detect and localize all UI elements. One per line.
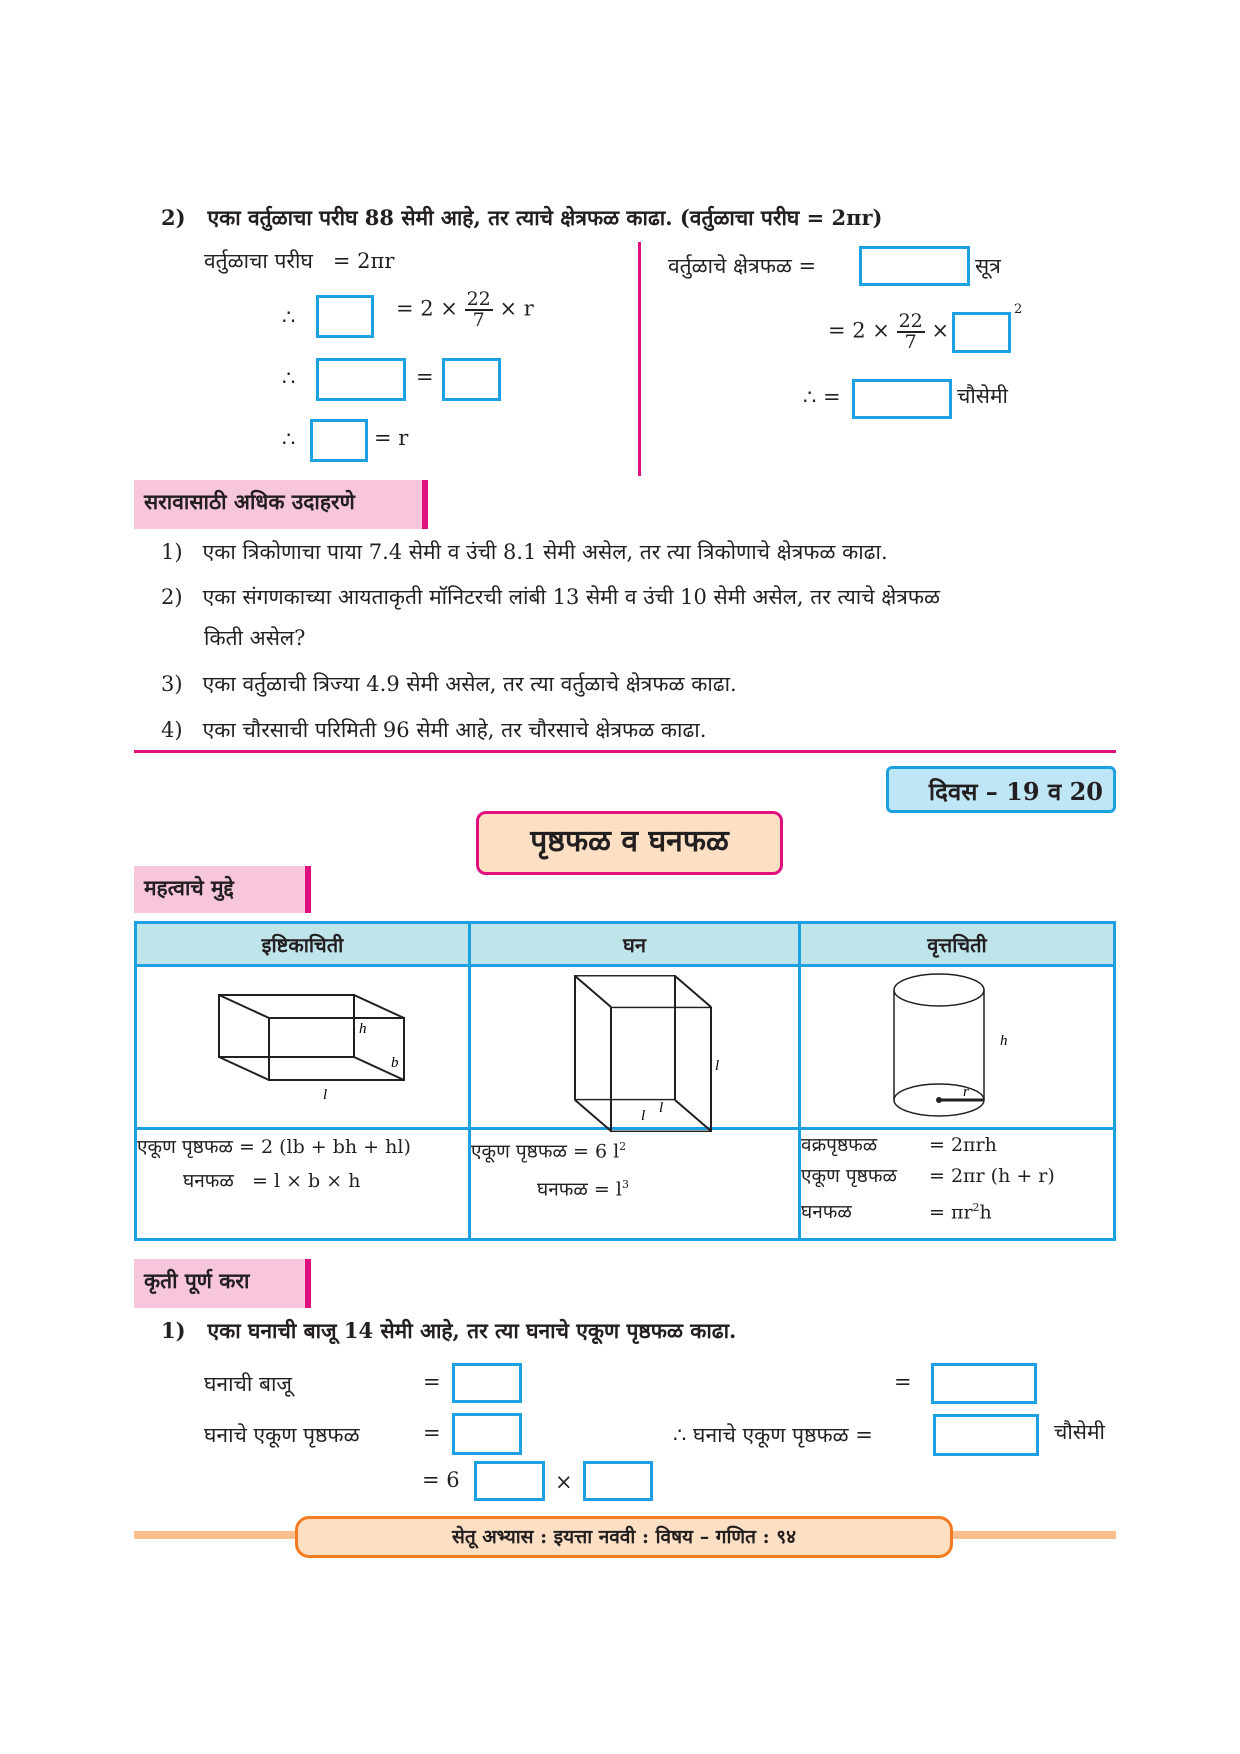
sa-formula: = 2 (lb + bh + hl) (239, 1136, 411, 1158)
answer-box[interactable] (310, 419, 368, 462)
vol-a: = πr (929, 1201, 973, 1224)
vol-label: घनफळ (183, 1170, 234, 1192)
n: 1) (161, 540, 183, 564)
formula-box[interactable] (859, 246, 970, 286)
question-text: एका वर्तुळाचा परीघ 88 सेमी आहे, तर त्याचे क्षेत्रफळ काढा. (वर्तुळाचा परीघ = 2πr) (207, 205, 883, 230)
equation (396, 290, 534, 330)
l-label: l (714, 1058, 719, 1074)
value: = 2πr (332, 249, 395, 273)
n: 4) (161, 718, 183, 742)
fraction (897, 312, 925, 352)
label: वर्तुळाचा परीघ (204, 249, 313, 273)
header-cylinder: वृत्तचिती (800, 923, 1115, 966)
tail: × (931, 318, 950, 343)
answer-box[interactable] (452, 1363, 522, 1403)
answer-box[interactable] (583, 1461, 653, 1501)
cuboid-figure (203, 985, 403, 1105)
exponent: 2 (1014, 302, 1023, 317)
question-2 (161, 204, 883, 232)
practice-tag: सरावासाठी अधिक उदाहरणे (134, 480, 428, 529)
vol-formula: = l (593, 1178, 622, 1201)
therefore-symbol: ∴ (282, 305, 296, 329)
vol-label: घनफळ (801, 1201, 852, 1224)
eq: = 2 × (828, 318, 890, 343)
answer-box[interactable] (316, 295, 374, 338)
den: 7 (904, 331, 917, 353)
therefore-symbol: ∴ (282, 427, 296, 451)
sa-label: एकूण पृष्ठफळ (471, 1140, 567, 1163)
exp: 2 (972, 1201, 980, 1214)
exp: 2 (619, 1140, 627, 1153)
six: = 6 (422, 1468, 460, 1492)
area-label: वर्तुळाचे क्षेत्रफळ = (668, 254, 817, 278)
header-cuboid: इष्टिकाचिती (136, 923, 470, 966)
points-tag: महत्वाचे मुद्दे (134, 866, 311, 913)
answer-box[interactable] (474, 1461, 545, 1501)
answer-box[interactable] (442, 358, 501, 401)
header-cube: घन (470, 923, 800, 966)
r-label: r (963, 1084, 969, 1100)
tsa-formula: = 2πr (h + r) (929, 1165, 1055, 1187)
h-label: h (1000, 1033, 1008, 1049)
sa-label: एकूण पृष्ठफळ (137, 1136, 233, 1158)
cube-figure-cell (470, 966, 800, 1129)
l-label: l (658, 1100, 663, 1116)
tail: × r (499, 296, 534, 321)
vol-b: h (979, 1201, 992, 1224)
equals: = (894, 1370, 912, 1394)
question-number: 2) (161, 205, 186, 230)
day-badge: दिवस – 19 व 20 (886, 766, 1116, 813)
sa-formula: = 6 l (573, 1140, 620, 1163)
cylinder-figure (877, 970, 1037, 1120)
h-label: h (358, 1021, 366, 1037)
answer-box[interactable] (931, 1363, 1037, 1404)
area-equation (828, 312, 949, 352)
practice-item (161, 538, 888, 566)
b-label: b (390, 1055, 398, 1071)
answer-box[interactable] (452, 1413, 522, 1455)
answer-box[interactable] (316, 358, 406, 401)
eq: = 2 × (396, 296, 458, 321)
footer-banner: सेतू अभ्यास : इयत्ता नववी : विषय – गणित : ९४ (295, 1516, 953, 1558)
practice-item (161, 670, 737, 698)
n: 2) (161, 585, 183, 609)
practice-item (161, 583, 940, 611)
result-label: ∴ घनाचे एकूण पृष्ठफळ = (673, 1423, 873, 1447)
circumference-line (204, 247, 394, 275)
divider (638, 242, 641, 476)
cube-figure (555, 970, 719, 1124)
fraction (465, 290, 493, 330)
sa-label: घनाचे एकूण पृष्ठफळ (204, 1423, 360, 1447)
answer-box[interactable] (952, 312, 1011, 353)
equals: = (423, 1421, 441, 1445)
exp: 3 (621, 1178, 629, 1192)
unit: चौसेमी (957, 384, 1008, 408)
chapter-title: पृष्ठफळ व घनफळ (476, 811, 783, 875)
tsa-label: एकूण पृष्ठफळ (801, 1165, 897, 1187)
cylinder-formulas (800, 1129, 1115, 1240)
num: 22 (898, 310, 923, 332)
side-label: घनाची बाजू (204, 1372, 292, 1396)
formula-label: सूत्र (975, 254, 1001, 278)
therefore-equals: ∴ = (803, 385, 841, 409)
num: 22 (466, 288, 491, 310)
equals: = (423, 1370, 441, 1394)
vol-formula: = l × b × h (252, 1170, 361, 1192)
practice-item-cont: किती असेल? (204, 626, 306, 650)
csa-label: वक्रपृष्ठफळ (801, 1134, 878, 1156)
formula-table (134, 921, 1116, 1241)
text: एका घनाची बाजू 14 सेमी आहे, तर त्या घनाचे एकूण पृष्ठफळ काढा. (207, 1318, 737, 1343)
answer-box[interactable] (933, 1414, 1039, 1456)
text: एका वर्तुळाची त्रिज्या 4.9 सेमी असेल, तर त्या वर्तुळाचे क्षेत्रफळ काढा. (202, 672, 737, 696)
section-rule (134, 750, 1116, 753)
den: 7 (472, 309, 485, 331)
activity-tag: कृती पूर्ण करा (134, 1259, 311, 1308)
unit: चौसेमी (1054, 1420, 1105, 1444)
n: 3) (161, 672, 183, 696)
practice-item (161, 716, 706, 744)
equals: = (416, 365, 434, 389)
l-label: l (640, 1108, 645, 1124)
therefore-symbol: ∴ (282, 366, 296, 390)
answer-box[interactable] (852, 379, 952, 419)
times: × (555, 1470, 573, 1494)
equals-r: = r (374, 426, 409, 450)
activity-question (161, 1317, 736, 1345)
cuboid-formulas (136, 1129, 470, 1240)
cuboid-figure-cell (136, 966, 470, 1129)
cylinder-figure-cell (800, 966, 1115, 1129)
cube-formulas (470, 1129, 800, 1240)
vol-label: घनफळ (537, 1178, 588, 1201)
csa-formula: = 2πrh (929, 1134, 997, 1156)
n: 1) (161, 1318, 186, 1343)
text: एका चौरसाची परिमिती 96 सेमी आहे, तर चौरसाचे क्षेत्रफळ काढा. (202, 718, 707, 742)
l-label: l (322, 1087, 327, 1103)
text: एका संगणकाच्या आयताकृती मॉनिटरची लांबी 13 सेमी व उंची 10 सेमी असेल, तर त्याचे क्षेत्रफळ (202, 585, 941, 609)
text: एका त्रिकोणाचा पाया 7.4 सेमी व उंची 8.1 सेमी असेल, तर त्या त्रिकोणाचे क्षेत्रफळ काढा. (202, 540, 888, 564)
